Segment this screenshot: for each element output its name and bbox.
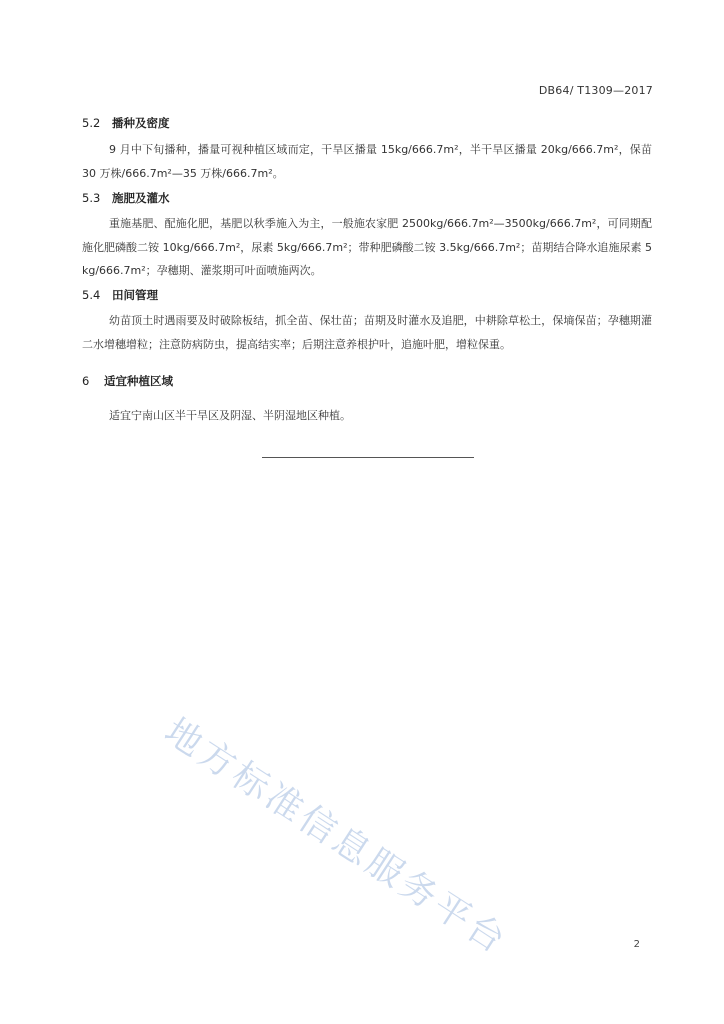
section-number: 5.4 — [82, 288, 101, 302]
section-title: 施肥及灌水 — [112, 191, 170, 205]
section-title: 适宜种植区域 — [104, 374, 173, 388]
section-heading-5-3 — [82, 190, 170, 206]
section-heading-6 — [82, 373, 173, 389]
section-body-6: 适宜宁南山区半干旱区及阴湿、半阴湿地区种植。 — [109, 409, 351, 422]
section-number: 6 — [82, 374, 90, 388]
section-body-5-4: 幼苗顶土时遇雨要及时破除板结，抓全苗、保壮苗；苗期及时灌水及追肥，中耕除草松土，保墒保苗；孕穗期灌二水增穗增粒；注意防病防虫，提高结实率；后期注意养根护叶，追施叶肥，增粒保重。 — [82, 314, 652, 351]
section-body-5-3: 重施基肥、配施化肥，基肥以秋季施入为主，一般施农家肥 2500kg/666.7m²—3500kg/666.7m²，可同期配施化肥磷酸二铵 10kg/666.7m²，尿素 5kg/666.7m²；带种肥磷酸二铵 3.5kg/666.7m²；苗期结合降水追施尿素 5kg/666.7m²；孕穗期、灌浆期可叶面喷施两次。 — [82, 217, 652, 277]
watermark: 地方标准信息服务平台 — [157, 710, 516, 964]
document-code: DB64/ T1309—2017 — [538, 84, 653, 97]
page-number: 2 — [633, 939, 640, 950]
section-number: 5.2 — [82, 116, 101, 130]
section-heading-5-2 — [82, 115, 170, 131]
end-rule — [262, 457, 474, 458]
section-number: 5.3 — [82, 191, 101, 205]
section-title: 播种及密度 — [112, 116, 170, 130]
section-heading-5-4 — [82, 287, 158, 303]
section-title: 田间管理 — [112, 288, 158, 302]
section-body-5-2: 9 月中下旬播种，播量可视种植区域而定，干旱区播量 15kg/666.7m²，半干旱区播量 20kg/666.7m²，保苗 30 万株/666.7m²—35 万株/666.7m²。 — [82, 143, 652, 180]
